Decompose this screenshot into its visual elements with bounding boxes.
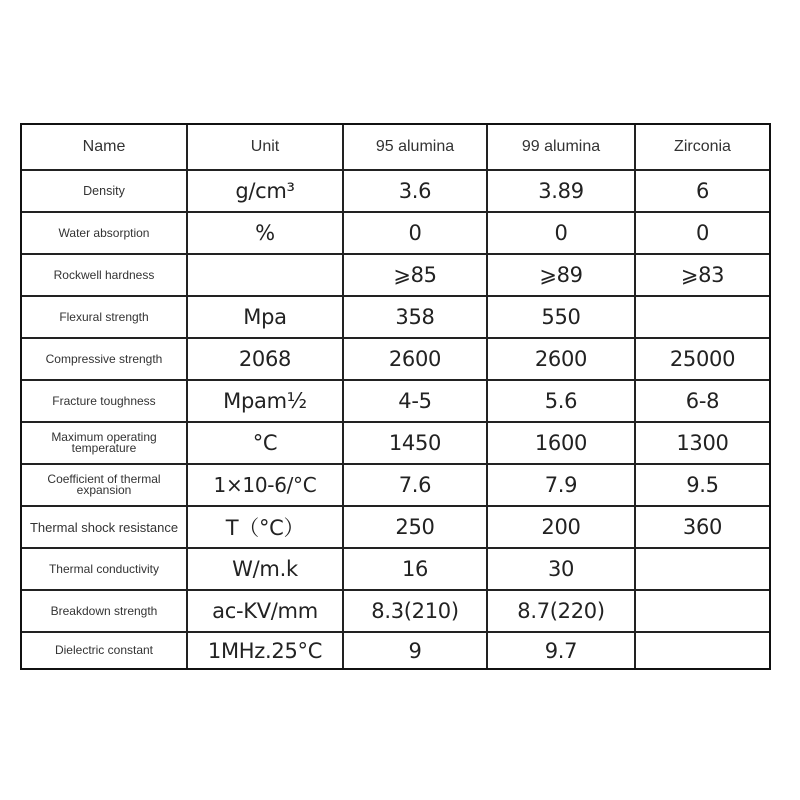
row-name: Flexural strength xyxy=(22,297,188,339)
row-value-99: 2600 xyxy=(488,339,636,381)
row-value-99: 7.9 xyxy=(488,465,636,507)
row-value-99: 3.89 xyxy=(488,171,636,213)
row-value-zirconia: ⩾83 xyxy=(636,255,769,297)
row-value-99: 5.6 xyxy=(488,381,636,423)
row-name: Maximum operating temperature xyxy=(22,423,188,465)
row-name: Thermal shock resistance xyxy=(22,507,188,549)
row-value-zirconia: 360 xyxy=(636,507,769,549)
row-unit: g/cm³ xyxy=(188,171,344,213)
row-value-zirconia xyxy=(636,549,769,591)
row-value-95: 3.6 xyxy=(344,171,488,213)
row-value-95: 9 xyxy=(344,633,488,668)
row-name: Thermal conductivity xyxy=(22,549,188,591)
row-value-95: 4-5 xyxy=(344,381,488,423)
row-value-zirconia xyxy=(636,591,769,633)
row-name: Compressive strength xyxy=(22,339,188,381)
row-unit: 1MHz.25°C xyxy=(188,633,344,668)
row-value-95: 358 xyxy=(344,297,488,339)
row-unit: Mpa xyxy=(188,297,344,339)
row-value-95: ⩾85 xyxy=(344,255,488,297)
row-value-zirconia xyxy=(636,633,769,668)
row-value-99: 0 xyxy=(488,213,636,255)
row-value-95: 250 xyxy=(344,507,488,549)
header-zirconia: Zirconia xyxy=(636,125,769,171)
row-value-zirconia: 6 xyxy=(636,171,769,213)
row-unit xyxy=(188,255,344,297)
row-name: Fracture toughness xyxy=(22,381,188,423)
row-value-95: 7.6 xyxy=(344,465,488,507)
row-value-95: 2600 xyxy=(344,339,488,381)
row-unit: Mpam½ xyxy=(188,381,344,423)
row-value-95: 0 xyxy=(344,213,488,255)
header-unit: Unit xyxy=(188,125,344,171)
row-value-99: 200 xyxy=(488,507,636,549)
row-value-99: ⩾89 xyxy=(488,255,636,297)
row-value-99: 9.7 xyxy=(488,633,636,668)
row-value-95: 1450 xyxy=(344,423,488,465)
row-value-zirconia: 25000 xyxy=(636,339,769,381)
row-name: Breakdown strength xyxy=(22,591,188,633)
header-99-alumina: 99 alumina xyxy=(488,125,636,171)
row-name: Rockwell hardness xyxy=(22,255,188,297)
row-unit: 2068 xyxy=(188,339,344,381)
row-value-99: 30 xyxy=(488,549,636,591)
row-value-zirconia: 9.5 xyxy=(636,465,769,507)
row-unit: % xyxy=(188,213,344,255)
row-value-95: 16 xyxy=(344,549,488,591)
row-value-99: 8.7(220) xyxy=(488,591,636,633)
row-unit: °C xyxy=(188,423,344,465)
row-name: Density xyxy=(22,171,188,213)
row-name: Dielectric constant xyxy=(22,633,188,668)
row-unit: ac-KV/mm xyxy=(188,591,344,633)
row-name: Coefficient of thermal expansion xyxy=(22,465,188,507)
row-unit: W/m.k xyxy=(188,549,344,591)
header-name: Name xyxy=(22,125,188,171)
row-name: Water absorption xyxy=(22,213,188,255)
row-value-zirconia xyxy=(636,297,769,339)
row-value-99: 550 xyxy=(488,297,636,339)
row-value-95: 8.3(210) xyxy=(344,591,488,633)
row-unit: 1×10-6/°C xyxy=(188,465,344,507)
row-value-zirconia: 1300 xyxy=(636,423,769,465)
row-value-zirconia: 0 xyxy=(636,213,769,255)
row-value-zirconia: 6-8 xyxy=(636,381,769,423)
row-value-99: 1600 xyxy=(488,423,636,465)
row-unit: T（°C） xyxy=(188,507,344,549)
properties-table xyxy=(20,123,771,670)
header-95-alumina: 95 alumina xyxy=(344,125,488,171)
